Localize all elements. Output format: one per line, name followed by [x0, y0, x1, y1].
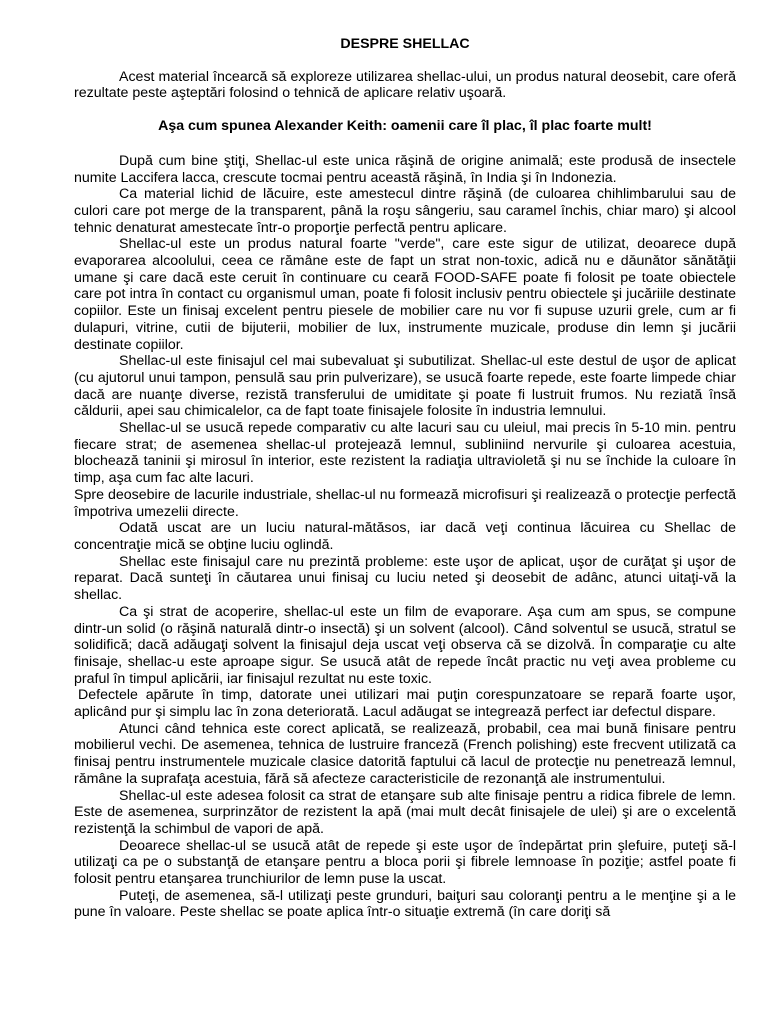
paragraph-microcracks: Spre deosebire de lacurile industriale, shellac-ul nu formează microfisuri şi realizează o protecţie perfectă împotriva umezelii directe. [74, 486, 736, 520]
quote-heading: Aşa cum spunea Alexander Keith: oamenii care îl plac, îl plac foarte mult! [158, 118, 652, 135]
paragraph-composition: Ca material lichid de lăcuire, este amestecul dintre răşină (de culoarea chihlimbarului sau de culori care pot merge de la transparent, până la roşu sângeriu, sau caramel închis, chiar maro) şi alcool tehnic denaturat amestecate într-o proporţie perfectă pentru aplicare. [74, 186, 736, 236]
paragraph-gloss: Odată uscat are un luciu natural-mătăsos, iar dacă veţi continua lăcuirea cu Shellac de concentraţie mică se obţine luciu oglindă. [74, 520, 736, 553]
paragraph-sanding: Deoarece shellac-ul se usucă atât de repede şi este uşor de îndepărtat prin şlefuire, puteţi să-l utilizaţi ca pe o substanţă de etanşare pentru a bloca porii şi fibrele lemnoase în poziţie; astfel poate fi folosit pentru etanşarea trunchiurilor de lemn puse la uscat. [74, 837, 736, 888]
document-title: DESPRE SHELLAC [340, 36, 470, 52]
paragraph-origin: După cum bine ştiţi, Shellac-ul este unica răşină de origine animală; este produsă de insectele numite Laccifera lacca, crescute tocmai pentru această răşină, în India şi în Indonezia. [74, 152, 736, 186]
paragraph-undervalued: Shellac-ul este finisajul cel mai subevaluat şi subutilizat. Shellac-ul este destul de uşor de aplicat (cu ajutorul unui tampon, pensulă sau prin pulverizare), se usucă foarte repede, este foarte limpede chiar dacă are nuanţe diverse, rezistă transferului de umiditate şi poate fi lustruit frumos. Nu reziată însă căldurii, apei sau chimicalelor, ca de fapt toate finisajele folosite în industria lemnului. [74, 353, 736, 420]
paragraph-french-polishing: Atunci când tehnica este corect aplicată, se realizează, probabil, cea mai bună finisare pentru mobilierul vechi. De asemenea, tehnica de lustruire franceză (French polishing) este frecvent utilizată ca finisaj pentru instrumentele muzicale clasice datorită faptului că lacul de protecţie nu penetrează lemnul, rămâne la suprafaţa acestuia, fără să afecteze caracteristicile de rezonanţă ale instrumentului. [74, 720, 736, 787]
paragraph-over-primers: Puteţi, de asemenea, să-l utilizaţi peste grunduri, baiţuri sau coloranţi pentru a le menţine şi a le pune în valoare. Peste shellac se poate aplica într-o situaţie extremă (în care doriţi să [74, 887, 736, 921]
paragraph-defects: Defectele apărute în timp, datorate unei utilizari mai puţin corespunzatoare se repară foarte uşor, aplicând pur şi simplu lac în zona deteriorată. Lacul adăugat se integrează perfect iar defectul dispare. [74, 687, 736, 721]
paragraph-sealer: Shellac-ul este adesea folosit ca strat de etanşare sub alte finisaje pentru a ridica fibrele de lemn. Este de asemenea, surprinzător de rezistent la apă (mai mult decât finisajele de ulei) şi are o excelentă rezistenţă la schimbul de vapori de apă. [74, 787, 736, 837]
paragraph-evaporation-film: Ca şi strat de acoperire, shellac-ul este un film de evaporare. Aşa cum am spus, se compune dintr-un solid (o răşină naturală dintr-o insectă) şi un solvent (alcool). Când solventul se usucă, stratul se solidifică; dacă adăugaţi solvent la finisajul deja uscat veţi observa că se dizolvă. În comparaţie cu alte finisaje, shellac-u este aproape sigur. Se usucă atât de repede încât practic nu veţi avea probleme cu praful în timpul aplicării, iar finisajul rezultat nu este toxic. [74, 603, 736, 687]
paragraph-no-problems: Shellac este finisajul care nu prezintă probleme: este uşor de aplicat, uşor de curăţat şi uşor de reparat. Dacă sunteţi în căutarea unui finisaj cu luciu neted şi deosebit de adânc, atunci uitaţi-vă la shellac. [74, 553, 736, 604]
document-page [74, 36, 736, 921]
paragraph-safety: Shellac-ul este un produs natural foarte "verde", care este sigur de utilizat, deoarece după evaporarea alcoolului, ceea ce rămâne este de fapt un strat non-toxic, adică nu e dăunător sănătăţii umane şi care dacă este ceruit în continuare cu ceară FOOD-SAFE poate fi folosit pe toate obiectele care pot intra în contact cu organismul uman, poate fi folosit inclusiv pentru obiectele şi jucăriile destinate copiilor. Este un finisaj excelent pentru piesele de mobilier care nu vor fi supuse uzurii grele, cum ar fi dulapuri, vitrine, cutii de bijuterii, mobilier de lux, instrumente muzicale, produse din lemn şi jucării destinate copiilor. [74, 236, 736, 353]
intro-paragraph: Acest material încearcă să exploreze utilizarea shellac-ului, un produs natural deosebit, care oferă rezultate peste aşteptări folosind o tehnică de aplicare relativ uşoară. [74, 68, 736, 102]
paragraph-drying: Shellac-ul se usucă repede comparativ cu alte lacuri sau cu uleiul, mai precis în 5-10 min. pentru fiecare strat; de asemenea shellac-ul protejează lemnul, subliniind nervurile şi culoarea acestuia, blochează taninii şi mirosul în interior, este rezistent la radiaţia ultravioletă şi nu se închide la culoare în timp, aşa cum fac alte lacuri. [74, 420, 736, 487]
